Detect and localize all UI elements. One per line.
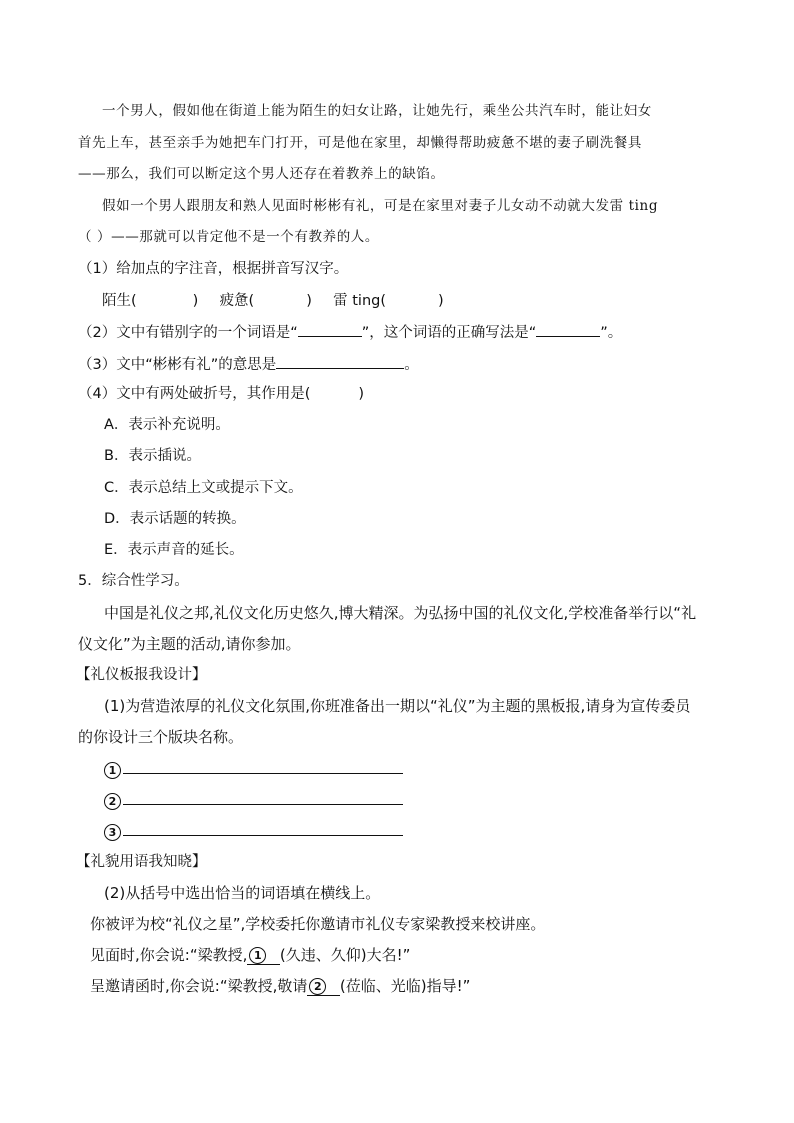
passage-line-2: 首先上车，甚至亲手为她把车门打开，可是他在家里，却懒得帮助疲惫不堪的妻子刷洗餐具 xyxy=(78,135,642,151)
option-d[interactable]: D．表示话题的转换。 xyxy=(104,511,246,527)
meaning-blank[interactable] xyxy=(276,354,404,369)
polite-heading: 【礼貌用语我知晓】 xyxy=(76,854,207,870)
section-5-intro-1: 中国是礼仪之邦,礼仪文化历史悠久,博大精深。为弘扬中国的礼仪文化,学校准备举行以“礼 xyxy=(104,604,697,622)
question-2-text-c: ”。 xyxy=(600,325,623,341)
paren-close: ) xyxy=(306,293,312,309)
sentence-2-prefix: 呈邀请函时,你会说:“梁教授,敬请 xyxy=(90,977,308,995)
board-answer-1[interactable] xyxy=(104,759,403,780)
board-answer-2[interactable] xyxy=(104,790,403,811)
question-3 xyxy=(78,354,419,375)
polite-task: (2)从括号中选出恰当的词语填在横线上。 xyxy=(104,884,381,902)
passage-line-3: ——那么，我们可以断定这个男人还存在着教养上的缺馅。 xyxy=(78,166,445,182)
board-task-2: 的你设计三个版块名称。 xyxy=(78,728,244,746)
polite-sentence-2 xyxy=(90,976,470,996)
question-2-text-a: （2）文中有错别字的一个词语是“ xyxy=(78,325,298,341)
word-pibei: 疲惫( xyxy=(219,293,255,309)
word-leiting: 雷 ting( xyxy=(333,293,386,309)
question-1-label: （1）给加点的字注音，根据拼音写汉字。 xyxy=(78,261,349,277)
question-4-text-b: ) xyxy=(358,386,365,402)
question-2 xyxy=(78,322,622,343)
sentence-1-prefix: 见面时,你会说:“梁教授, xyxy=(90,946,248,964)
circled-number-1: 1 xyxy=(104,762,121,779)
board-task-1: (1)为营造浓厚的礼仪文化氛围,你班准备出一期以“礼仪”为主题的黑板报,请身为宣传委员 xyxy=(104,697,691,715)
answer-line-2[interactable] xyxy=(123,790,403,805)
passage-line-5: （ ）——那就可以肯定他不是一个有教养的人。 xyxy=(78,229,379,245)
question-4 xyxy=(78,384,364,404)
answer-line-3[interactable] xyxy=(123,821,403,836)
sentence-2-suffix: (莅临、光临)指导!” xyxy=(339,977,471,995)
option-e[interactable]: E．表示声音的延长。 xyxy=(104,542,244,558)
circled-number-3: 3 xyxy=(104,824,121,841)
question-2-text-b: ”，这个词语的正确写法是“ xyxy=(361,325,537,341)
board-heading: 【礼仪板报我设计】 xyxy=(76,667,207,683)
option-c[interactable]: C．表示总结上文或提示下文。 xyxy=(104,480,303,496)
option-b[interactable]: B．表示插说。 xyxy=(104,448,201,464)
board-answer-3[interactable] xyxy=(104,821,403,842)
paren-close: ) xyxy=(438,293,444,309)
paren-close: ) xyxy=(192,293,199,309)
sentence-1-suffix: (久违、久仰)大名!” xyxy=(279,946,411,964)
question-3-text-a: （3）文中“彬彬有礼”的意思是 xyxy=(78,357,277,373)
circled-number-2: 2 xyxy=(309,978,326,995)
wrong-word-blank[interactable] xyxy=(298,322,362,337)
option-a[interactable]: A．表示补充说明。 xyxy=(104,417,230,433)
question-3-text-b: 。 xyxy=(404,357,419,373)
answer-line-1[interactable] xyxy=(123,759,403,774)
word-mosheng: 陌生( xyxy=(102,293,137,309)
correct-word-blank[interactable] xyxy=(536,322,600,337)
circled-number-1: 1 xyxy=(249,947,266,964)
polite-sentence-1 xyxy=(90,945,410,965)
circled-number-2: 2 xyxy=(104,793,121,810)
passage-line-1: 一个男人，假如他在街道上能为陌生的妇女让路，让她先行，乘坐公共汽车时，能让妇女 xyxy=(102,103,652,119)
polite-context: 你被评为校“礼仪之星”,学校委托你邀请市礼仪专家梁教授来校讲座。 xyxy=(90,915,546,933)
fill-blank-1[interactable] xyxy=(247,946,280,965)
question-4-text-a: （4）文中有两处破折号，其作用是( xyxy=(78,386,311,402)
question-1-words xyxy=(102,291,444,311)
fill-blank-2[interactable] xyxy=(307,977,340,996)
section-5-title: 5．综合性学习。 xyxy=(78,573,189,589)
section-5-intro-2: 仪文化”为主题的活动,请你参加。 xyxy=(78,635,301,653)
passage-line-4: 假如一个男人跟朋友和熟人见面时彬彬有礼，可是在家里对妻子儿女动不动就大发雷 ting xyxy=(102,198,659,214)
